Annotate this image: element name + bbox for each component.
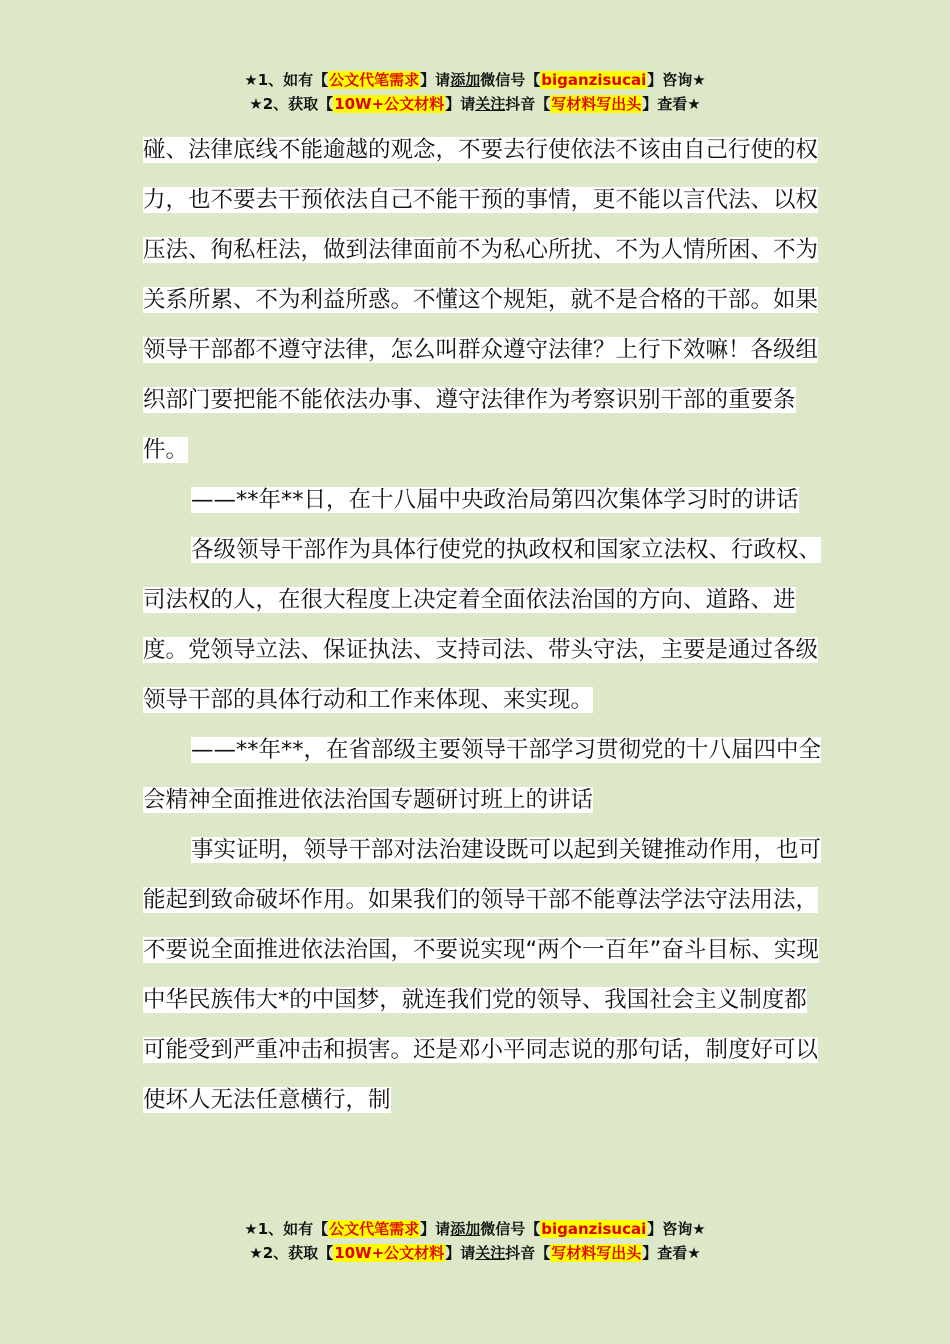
banner-line-1: ★1、如有【公文代笔需求】请添加微信号【biganzisucai】咨询★ [244, 1220, 706, 1238]
source-citation: ——**年**，在省部级主要领导干部学习贯彻党的十八届四中全会精神全面推进依法治国专题研讨班上的讲话 [143, 737, 822, 813]
paragraph: 事实证明，领导干部对法治建设既可以起到关键推动作用，也可能起到致命破坏作用。如果我们的领导干部不能尊法学法守法用法，不要说全面推进依法治国，不要说实现“两个一百年”奋斗目标、实现中华民族伟大*的中国梦，就连我们党的领导、我国社会主义制度都可能受到严重冲击和损害。还是邓小平同志说的那句话，制度好可以使坏人无法任意横行，制 [143, 837, 822, 1113]
source-citation: ——**年**日，在十八届中央政治局第四次集体学习时的讲话 [191, 487, 799, 513]
douyin-account[interactable]: 写材料写出头 [551, 95, 642, 113]
highlight-ghostwriting: 公文代笔需求 [329, 71, 420, 89]
banner-line-2: ★2、获取【10W+公文材料】请关注抖音【写材料写出头】查看★ [249, 1244, 701, 1262]
footer-banner [0, 1217, 950, 1265]
paragraph: 碰、法律底线不能逾越的观念，不要去行使依法不该由自己行使的权力，也不要去干预依法自己不能干预的事情，更不能以言代法、以权压法、徇私枉法，做到法律面前不为私心所扰、不为人情所困、不为关系所累、不为利益所惑。不懂这个规矩，就不是合格的干部。如果领导干部都不遵守法律，怎么叫群众遵守法律？上行下效嘛！各级组织部门要把能不能依法办事、遵守法律作为考察识别干部的重要条件。 [143, 137, 819, 463]
document-body [143, 125, 823, 1125]
paragraph: 各级领导干部作为具体行使党的执政权和国家立法权、行政权、司法权的人，在很大程度上决定着全面依法治国的方向、道路、进度。党领导立法、保证执法、支持司法、带头守法，主要是通过各级领导干部的具体行动和工作来体现、来实现。 [143, 537, 822, 713]
banner-line-2: ★2、获取【10W+公文材料】请关注抖音【写材料写出头】查看★ [249, 95, 701, 113]
banner-line-1: ★1、如有【公文代笔需求】请添加微信号【biganzisucai】咨询★ [244, 71, 706, 89]
highlight-materials: 10W+公文材料 [334, 1244, 445, 1262]
highlight-materials: 10W+公文材料 [334, 95, 445, 113]
header-banner [0, 68, 950, 116]
wechat-id[interactable]: biganzisucai [541, 71, 647, 89]
douyin-account[interactable]: 写材料写出头 [551, 1244, 642, 1262]
wechat-id[interactable]: biganzisucai [541, 1220, 647, 1238]
highlight-ghostwriting: 公文代笔需求 [329, 1220, 420, 1238]
